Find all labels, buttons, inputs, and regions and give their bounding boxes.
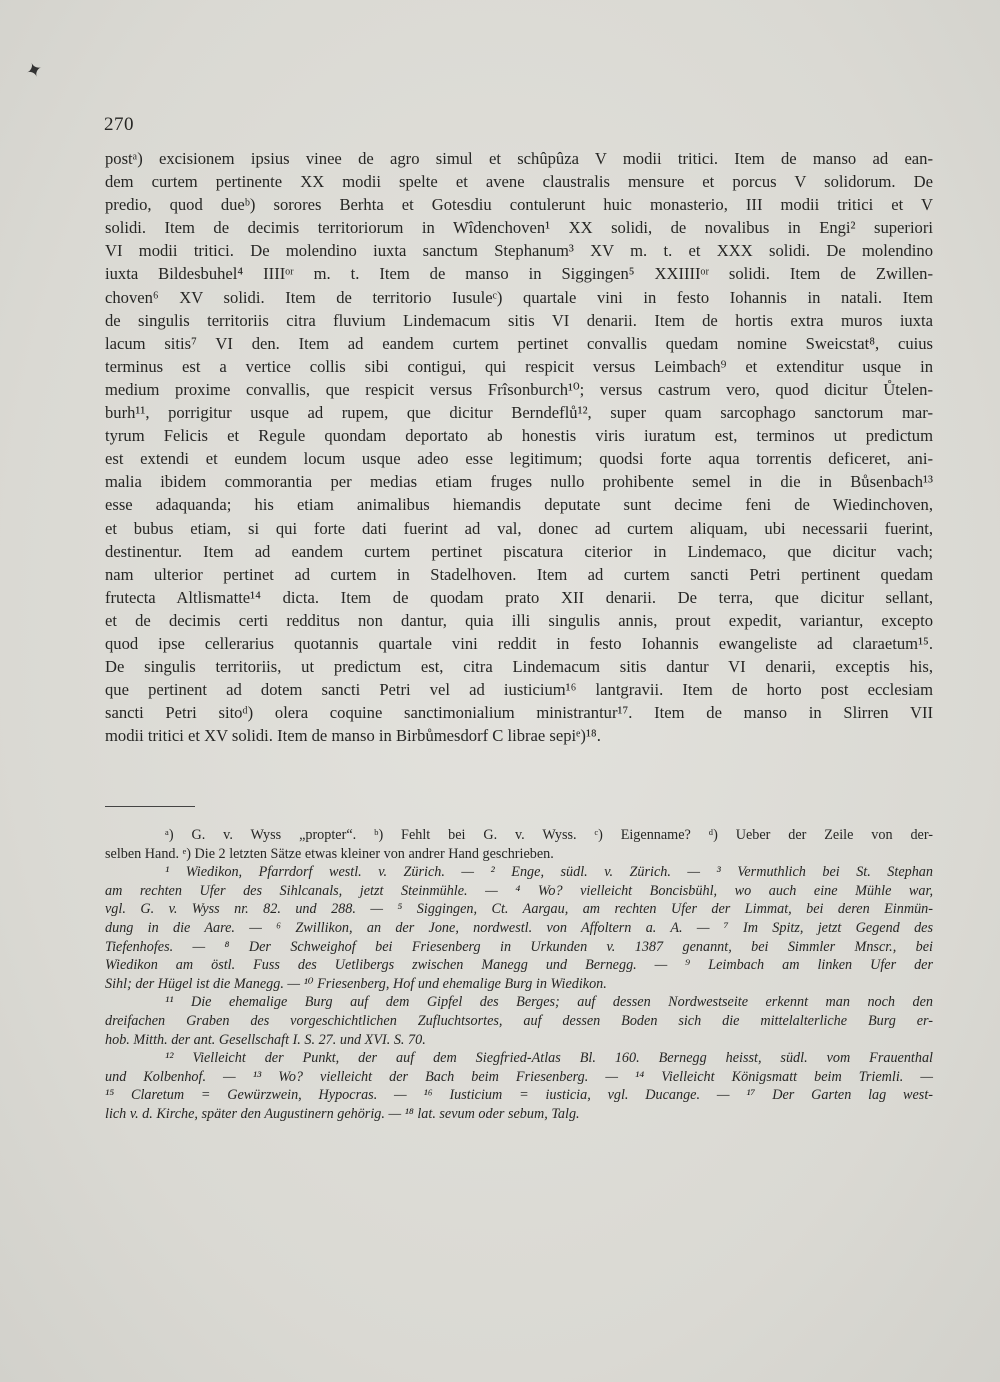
text-line: sancti Petri sitoᵈ) olera coquine sanctimonialium ministrantur¹⁷. Item de manso in Slirren VII: [105, 703, 933, 723]
footnote-line: Tiefenhofes. — ⁸ Der Schweighof bei Friesenberg in Urkunden v. 1387 genannt, bei Simmler Mnscr., bei: [105, 938, 933, 955]
footnote-line: Sihl; der Hügel ist die Manegg. — ¹⁰ Friesenberg, Hof und ehemalige Burg in Wiedikon.: [105, 975, 607, 992]
text-line: dem curtem pertinente XX modii spelte et avene claustralis mensure et porcus V solidorum. De: [105, 172, 933, 192]
footnote-line: dreifachen Graben des vorgeschichtlichen Zufluchtsortes, auf dessen Boden sich die mittelalterliche Burg er-: [105, 1012, 933, 1029]
text-line: iuxta Bildesbuhel⁴ IIIIᵒʳ m. t. Item de manso in Siggingen⁵ XXIIIIᵒʳ solidi. Item de Zwillen-: [105, 264, 933, 284]
text-line: est extendi et eundem locum usque adeo esse legitimum; quodsi forte aqua torrentis deficeret, ani-: [105, 449, 933, 469]
text-line: postᵃ) excisionem ipsius vinee de agro simul et schûpûza V modii tritici. Item de manso ad ean-: [105, 149, 933, 168]
footnote-divider: [105, 806, 195, 807]
footnote-line: ¹¹ Die ehemalige Burg auf dem Gipfel des Berges; auf dessen Nordwestseite erkennt man noch den: [165, 994, 933, 1011]
text-line: que pertinent ad dotem sancti Petri vel ad iusticium¹⁶ lantgravii. Item de horto post ecclesiam: [105, 680, 933, 700]
text-line: nam ulterior pertinet ad curtem in Stadelhoven. Item ad curtem sancti Petri pertinent quedam: [105, 564, 933, 584]
text-line: lacum sitis⁷ VI den. Item ad eandem curtem pertinet convallis quedam nomine Sweicstat⁸, cuius: [105, 333, 933, 353]
text-line: VI modii tritici. De molendino iuxta sanctum Stephanum³ XV m. t. et XXX solidi. De molendino: [105, 241, 933, 261]
footnote-line: am rechten Ufer des Sihlcanals, jetzt Steinmühle. — ⁴ Wo? vielleicht Boncisbühl, wo auch eine Mühle war,: [105, 882, 933, 899]
text-line: tyrum Felicis et Regule quondam deportato ab honestis viris iuratum est, terminos ut predictum: [105, 426, 933, 446]
main-text-block: [105, 147, 933, 747]
footnote-line: ¹² Vielleicht der Punkt, der auf dem Siegfried-Atlas Bl. 160. Bernegg heisst, südl. vom Frauenthal: [165, 1050, 933, 1067]
footnote-line: ¹⁵ Claretum = Gewürzwein, Hypocras. — ¹⁶ Iusticium = iusticia, vgl. Ducange. — ¹⁷ Der Garten lag west-: [105, 1087, 933, 1104]
page-number: 270: [104, 114, 134, 135]
text-line: malia ibidem commorantia per medias etiam fruges nullo prohibente semel in die in Bůsenbach¹³: [105, 472, 933, 492]
text-line: frutecta Altlismatte¹⁴ dicta. Item de quodam prato XII denarii. De terra, que dicitur sellant,: [105, 587, 933, 607]
footnote-line: lich v. d. Kirche, später den Augustinern gehörig. — ¹⁸ lat. sevum oder sebum, Talg.: [105, 1105, 580, 1122]
footnote-line: selben Hand. ᵉ) Die 2 letzten Sätze etwas kleiner von andrer Hand geschrieben.: [105, 845, 554, 862]
text-line: quod ipse cellerarius quotannis quartale vini reddit in festo Iohannis ewangeliste ad claraetum¹⁵.: [105, 633, 933, 653]
footnote-line: und Kolbenhof. — ¹³ Wo? vielleicht der Bach beim Friesenberg. — ¹⁴ Vielleicht Königsmatt beim Triemli. —: [105, 1068, 933, 1085]
footnotes-block: [105, 826, 933, 1124]
text-line: solidi. Item de decimis territoriorum in Wîdenchoven¹ XX solidi, de novalibus in Engi² superiori: [105, 218, 933, 238]
text-line: et de decimis certi redditus non dantur, quia illi singulis annis, prout expedit, variantur, excepto: [105, 610, 933, 630]
footnote-line: vgl. G. v. Wyss nr. 82. und 288. — ⁵ Siggingen, Ct. Aargau, am rechten Ufer der Limmat, bei deren Einmün-: [105, 901, 933, 918]
text-line: terminus est a vertice collis sibi contigui, qui respicit versus Leimbach⁹ et extenditur usque in: [105, 356, 933, 376]
footnote-line: ¹ Wiedikon, Pfarrdorf westl. v. Zürich. — ² Enge, südl. v. Zürich. — ³ Vermuthlich bei St. Stephan: [165, 864, 933, 881]
text-line: burh¹¹, porrigitur usque ad rupem, que dicitur Berndeflů¹², super quam sarcophago sanctorum mar-: [105, 403, 933, 423]
footnote-line: Wiedikon am östl. Fuss des Uetlibergs zwischen Manegg und Bernegg. — ⁹ Leimbach am linken Ufer der: [105, 957, 933, 974]
ink-mark: ✦: [22, 57, 47, 85]
footnote-line: ᵃ) G. v. Wyss „propter“. ᵇ) Fehlt bei G. v. Wyss. ᶜ) Eigenname? ᵈ) Ueber der Zeile von der-: [165, 827, 933, 843]
text-line: de singulis territoriis citra fluvium Lindemacum sitis VI denarii. Item de hortis extra muros iuxta: [105, 310, 933, 330]
text-line: predio, quod dueᵇ) sorores Berhta et Gotesdiu contulerunt huic monasterio, III modii tritici et V: [105, 195, 933, 215]
footnote-line: dung in die Aare. — ⁶ Zwillikon, an der Jone, nordwestl. von Affoltern a. A. — ⁷ Im Spitz, jetzt Gegend des: [105, 919, 933, 936]
text-line: destinentur. Item ad eandem curtem pertinet piscatura citerior in Lindemaco, que dicitur vach;: [105, 541, 933, 561]
text-line: modii tritici et XV solidi. Item de manso in Birbůmesdorf C librae sepiᵉ)¹⁸.: [105, 726, 601, 746]
text-line: esse adaquanda; his etiam animalibus hiemandis deputate sunt decime feni de Wiedinchoven,: [105, 495, 933, 515]
text-line: et bubus etiam, si qui forte dati fuerint ad val, donec ad curtem aliquam, ubi necessarii fuerint,: [105, 518, 933, 538]
text-line: De singulis territoriis, ut predictum est, citra Lindemacum sitis dantur VI denarii, exceptis his,: [105, 657, 933, 677]
footnote-line: hob. Mitth. der ant. Gesellschaft I. S. 27. und XVI. S. 70.: [105, 1031, 426, 1048]
text-line: choven⁶ XV solidi. Item de territorio Iusuleᶜ) quartale vini in festo Iohannis in natali. Item: [105, 287, 933, 307]
text-line: medium proxime convallis, que respicit versus Frîsonburch¹⁰; versus castrum vero, quod dicitur Ůtelen-: [105, 379, 933, 399]
